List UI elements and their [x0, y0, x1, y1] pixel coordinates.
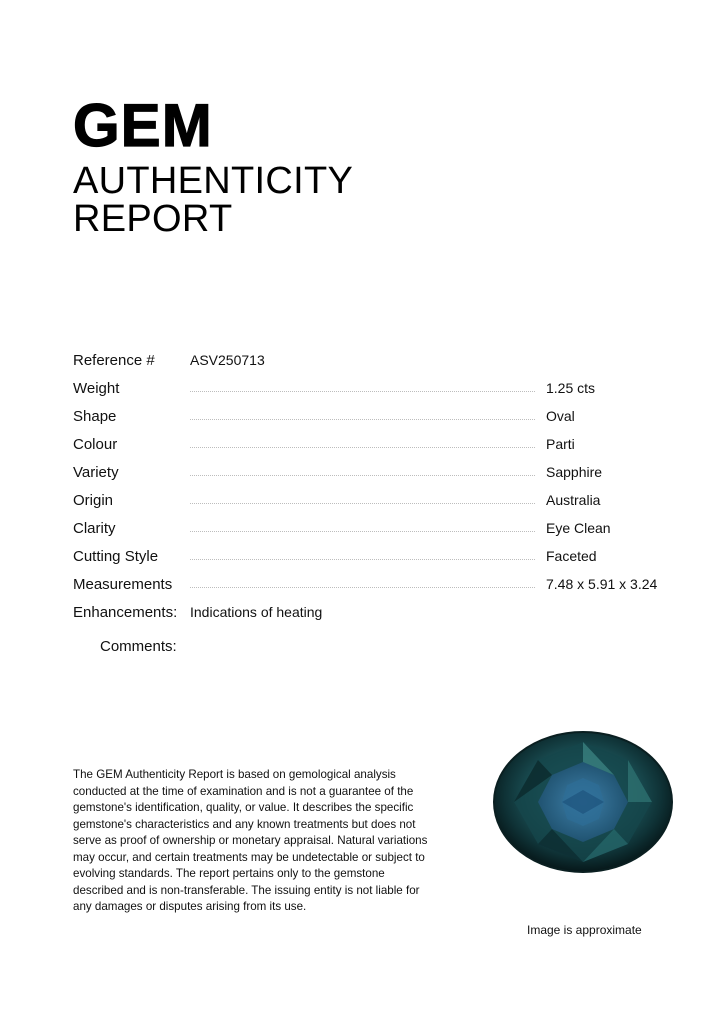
dotted-leader [190, 531, 535, 532]
comments-label: Comments: [100, 638, 177, 655]
detail-row-variety [73, 460, 663, 488]
detail-row-clarity [73, 516, 663, 544]
origin-label: Origin [73, 492, 114, 509]
colour-value: Parti [546, 436, 575, 452]
gemstone-image [492, 730, 674, 876]
reference-label: Reference # [73, 352, 155, 369]
variety-value: Sapphire [546, 464, 603, 480]
subtitle-line-authenticity: AUTHENTICITY [73, 160, 354, 202]
shape-label: Shape [73, 408, 117, 425]
image-caption: Image is approximate [527, 923, 642, 937]
dotted-leader [190, 391, 535, 392]
clarity-value: Eye Clean [546, 520, 611, 536]
detail-row-origin [73, 488, 663, 516]
disclaimer-text: The GEM Authenticity Report is based on gemological analysis conducted at the time of examination and is not a guarantee of the gemstone's identification, quality, or value. It describes the specific gemstone's characteristics and any known treatments but does not serve as proof of ownership or monetary appraisal. Natural variations may occur, and certain treatments may be undetectable or subject to evolving standards. The report pertains only to the gemstone described and is non-transferable. The issuing entity is not liable for any damages or disputes arising from its use. [73, 768, 428, 913]
measurements-label: Measurements [73, 576, 173, 593]
weight-value: 1.25 cts [546, 380, 596, 396]
dotted-leader [190, 419, 535, 420]
detail-row-shape [73, 404, 663, 432]
origin-value: Australia [546, 492, 601, 508]
dotted-leader [190, 475, 535, 476]
clarity-label: Clarity [73, 520, 116, 537]
subtitle-line-report: REPORT [73, 198, 233, 240]
enhancements-value: Indications of heating [190, 604, 323, 620]
detail-row-weight [73, 376, 663, 404]
detail-row-reference [73, 348, 663, 376]
shape-value: Oval [546, 408, 575, 424]
dotted-leader [190, 447, 535, 448]
variety-label: Variety [73, 464, 119, 481]
dotted-leader [190, 587, 535, 588]
gem-details-table [73, 348, 663, 628]
cutting-style-value: Faceted [546, 548, 597, 564]
detail-row-cutting-style [73, 544, 663, 572]
detail-row-colour [73, 432, 663, 460]
dotted-leader [190, 559, 535, 560]
cutting-style-label: Cutting Style [73, 548, 159, 565]
enhancements-label: Enhancements: [73, 604, 178, 621]
measurements-value: 7.48 x 5.91 x 3.24 [546, 576, 658, 592]
detail-row-enhancements [73, 600, 663, 628]
report-subtitle [73, 162, 353, 238]
reference-value: ASV250713 [190, 352, 265, 368]
colour-label: Colour [73, 436, 118, 453]
weight-label: Weight [73, 380, 120, 397]
detail-row-measurements [73, 572, 663, 600]
report-title-gem: GEM [73, 92, 213, 159]
dotted-leader [190, 503, 535, 504]
